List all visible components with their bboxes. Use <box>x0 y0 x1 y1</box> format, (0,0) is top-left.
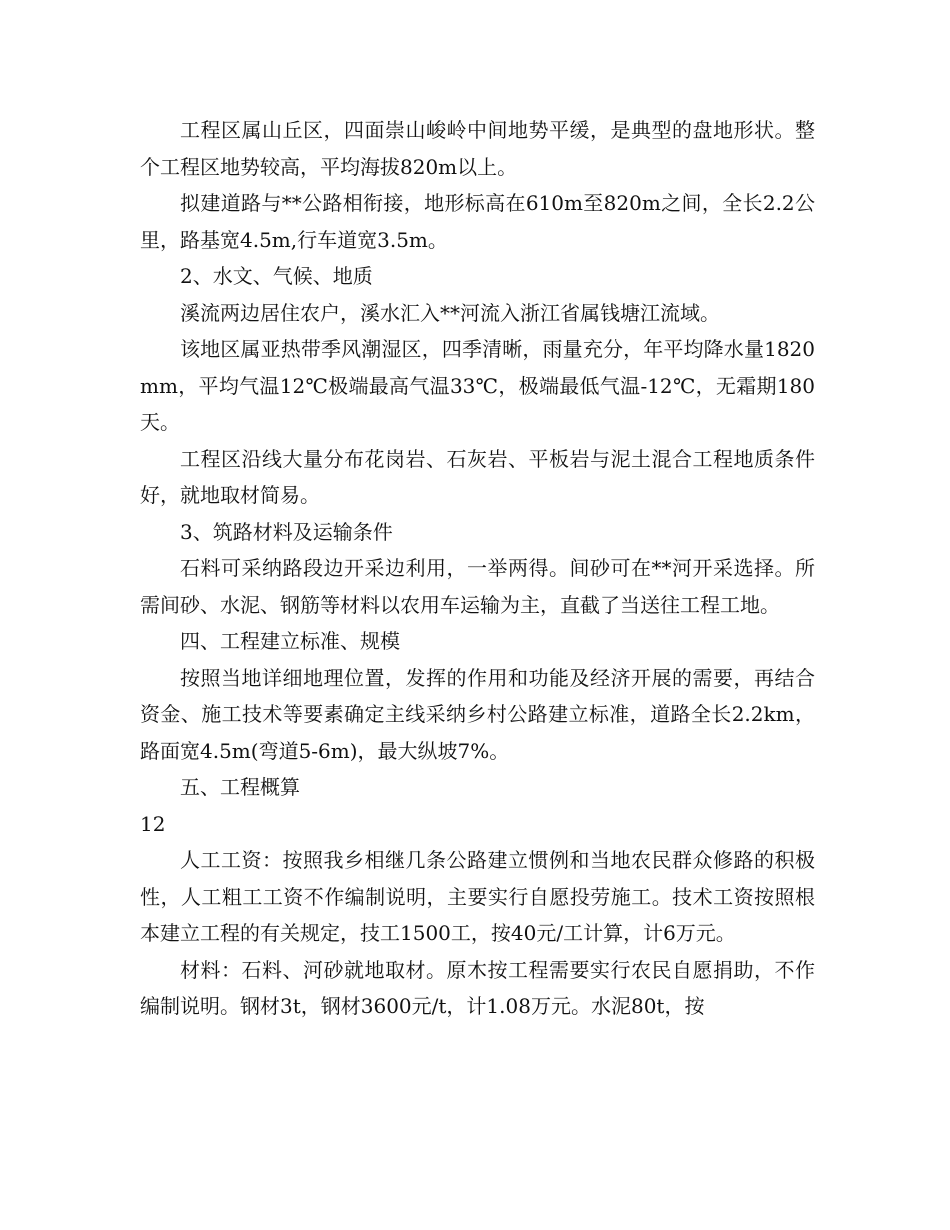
heading-budget-estimate: 五、工程概算 <box>180 775 300 799</box>
document-body <box>140 112 815 1025</box>
page-number: 12 <box>140 811 166 836</box>
paragraph-terrain: 工程区属山丘区，四面崇山峻岭中间地势平缓，是典型的盘地形状。整个工程区地势较高，平均海拔820m以上。 <box>140 118 815 179</box>
paragraph-material-cost: 材料：石料、河砂就地取材。原木按工程需要实行农民自愿捐助，不作编制说明。钢材3t，钢材3600元/t，计1.08万元。水泥80t，按 <box>140 957 815 1018</box>
paragraph-standards: 按照当地详细地理位置，发挥的作用和功能及经济开展的需要，再结合资金、施工技术等要素确定主线采纳乡村公路建立标准，道路全长2.2km，路面宽4.5m(弯道5-6m)，最大纵坡7%。 <box>140 665 815 763</box>
paragraph-geology: 工程区沿线大量分布花岗岩、石灰岩、平板岩与泥土混合工程地质条件好，就地取材简易。 <box>140 446 815 507</box>
heading-standards-scale: 四、工程建立标准、规模 <box>180 629 400 653</box>
paragraph-stream: 溪流两边居住农户，溪水汇入**河流入浙江省属钱塘江流域。 <box>180 300 720 325</box>
paragraph-climate: 该地区属亚热带季风潮湿区，四季清晰，雨量充分，年平均降水量1820mm，平均气温12℃极端最高气温33℃，极端最低气温-12℃，无霜期180天。 <box>140 337 815 434</box>
paragraph-materials: 石料可采纳路段边开采边利用，一举两得。间砂可在**河开采选择。所需间砂、水泥、钢筋等材料以农用车运输为主，直截了当送往工程工地。 <box>140 556 815 617</box>
paragraph-labor-cost: 人工工资：按照我乡相继几条公路建立惯例和当地农民群众修路的积极性，人工粗工工资不作编制说明，主要实行自愿投劳施工。技术工资按照根本建立工程的有关规定，技工1500工，按40元/工计算，计6万元。 <box>140 848 815 945</box>
paragraph-road-plan: 拟建道路与**公路相衔接，地形标高在610m至820m之间，全长2.2公里，路基宽4.5m,行车道宽3.5m。 <box>140 191 815 252</box>
heading-materials-transport: 3、筑路材料及运输条件 <box>180 519 393 544</box>
heading-hydrology-climate-geology: 2、水文、气候、地质 <box>180 264 373 288</box>
